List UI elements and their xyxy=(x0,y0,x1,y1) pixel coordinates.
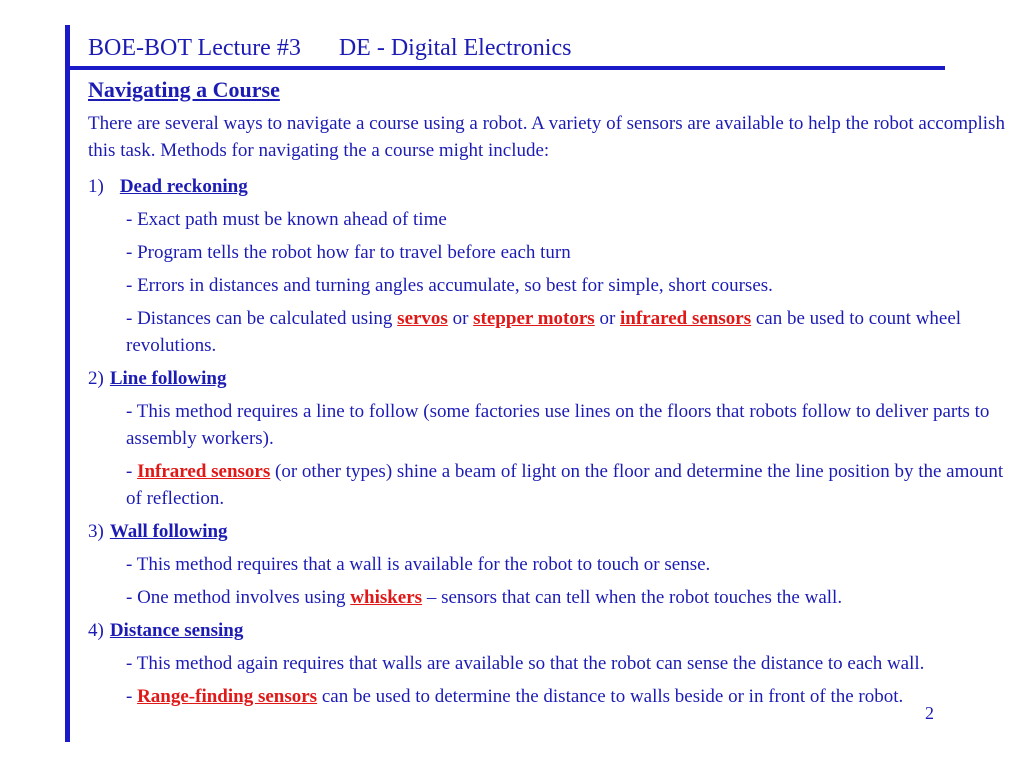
list-point: - Program tells the robot how far to travel before each turn xyxy=(126,242,571,263)
text-run: can be used to determine the distance to walls beside or in front of the robot. xyxy=(317,686,904,707)
highlight-servos: servos xyxy=(397,308,448,329)
text-run: or xyxy=(594,308,621,329)
item-number: 2) xyxy=(88,368,104,389)
item-label: Wall following xyxy=(109,521,228,542)
highlight-whiskers: whiskers xyxy=(350,587,423,608)
highlight-stepper-motors: stepper motors xyxy=(473,308,595,329)
slide-header xyxy=(88,33,571,63)
list-point: - Errors in distances and turning angles accumulate, so best for simple, short courses. xyxy=(126,275,773,296)
list-item-dead-reckoning xyxy=(88,173,1018,200)
item-number: 4) xyxy=(88,620,104,641)
item-label: Distance sensing xyxy=(109,620,244,641)
text-run: (or other types) shine a beam of light on the floor and determine the line position by the amount of reflection. xyxy=(126,461,1004,509)
vertical-rule xyxy=(65,25,70,742)
list-point-range-finding xyxy=(126,683,1018,710)
text-run: can be used to count wheel revolutions. xyxy=(126,308,962,356)
list-item-distance-sensing xyxy=(88,617,1018,644)
item-label: Dead reckoning xyxy=(119,176,248,197)
page-title: Navigating a Course xyxy=(88,77,280,102)
slide-content xyxy=(88,76,1018,716)
list-item-line-following xyxy=(88,365,1018,392)
highlight-range-finding-sensors: Range-finding sensors xyxy=(137,686,318,707)
list-point: - This method requires a line to follow (some factories use lines on the floors that robots follow to deliver parts to assembly workers). xyxy=(126,401,990,449)
list-point: - This method requires that a wall is available for the robot to touch or sense. xyxy=(126,554,711,575)
text-run: - xyxy=(126,686,138,707)
text-run: - One method involves using xyxy=(126,587,351,608)
item-number: 1) xyxy=(88,176,104,197)
list-point: - This method again requires that walls are available so that the robot can sense the distance to each wall. xyxy=(126,653,925,674)
page-number: 2 xyxy=(925,703,934,723)
highlight-infrared-sensors: Infrared sensors xyxy=(137,461,271,482)
list-point: - Exact path must be known ahead of time xyxy=(126,209,447,230)
text-run: - xyxy=(126,461,138,482)
header-rule xyxy=(65,66,945,70)
text-run: - Distances can be calculated using xyxy=(126,308,398,329)
list-item-wall-following xyxy=(88,518,1018,545)
course-title: DE - Digital Electronics xyxy=(338,35,572,61)
list-point-distances xyxy=(126,305,1018,359)
list-point-infrared xyxy=(126,458,1018,512)
list-point-whiskers xyxy=(126,584,1018,611)
intro-paragraph: There are several ways to navigate a course using a robot. A variety of sensors are available to help the robot accomplish this task. Methods for navigating the a course might include: xyxy=(88,113,1005,161)
text-run: or xyxy=(447,308,474,329)
text-run: – sensors that can tell when the robot touches the wall. xyxy=(422,587,843,608)
item-label: Line following xyxy=(109,368,227,389)
item-number: 3) xyxy=(88,521,104,542)
highlight-infrared-sensors: infrared sensors xyxy=(620,308,752,329)
lecture-title: BOE-BOT Lecture #3 xyxy=(88,35,301,61)
